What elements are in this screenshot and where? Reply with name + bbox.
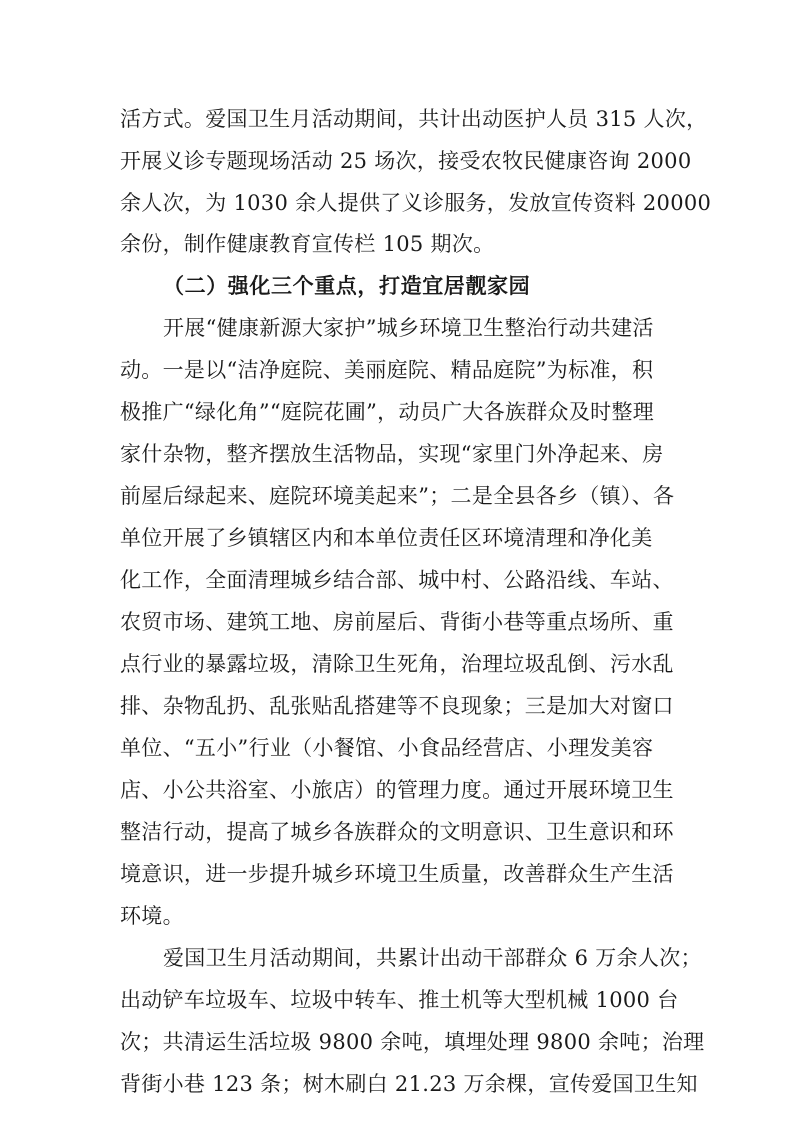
- text-line: 环境。: [120, 904, 184, 928]
- text-line: 化工作，全面清理城乡结合部、城中村、公路沿线、车站、: [120, 568, 674, 592]
- paragraph-first-line: 爱国卫生月活动期间，共累计出动干部群众 6 万余人次；: [163, 946, 702, 970]
- text-line: 家什杂物，整齐摆放生活物品，实现“家里门外净起来、房: [120, 442, 664, 466]
- text-line: 余份，制作健康教育宣传栏 105 期次。: [120, 232, 495, 256]
- text-line: 农贸市场、建筑工地、房前屋后、背街小巷等重点场所、重: [120, 610, 674, 634]
- text-line: 活方式。爱国卫生月活动期间，共计出动医护人员 315 人次，: [120, 107, 708, 131]
- text-line: 前屋后绿起来、庭院环境美起来”；二是全县各乡（镇）、各: [120, 484, 675, 508]
- text-line: 境意识，进一步提升城乡环境卫生质量，改善群众生产生活: [120, 862, 674, 886]
- text-line: 排、杂物乱扔、乱张贴乱搭建等不良现象；三是加大对窗口: [120, 694, 674, 718]
- text-line: 极推广“绿化角”“庭院花圃”，动员广大各族群众及时整理: [120, 400, 655, 424]
- text-line: 动。一是以“洁净庭院、美丽庭院、精品庭院”为标准，积: [120, 358, 654, 382]
- text-line: 余人次，为 1030 余人提供了义诊服务，发放宣传资料 20000: [120, 191, 712, 215]
- text-line: 出动铲车垃圾车、垃圾中转车、推土机等大型机械 1000 台: [120, 988, 679, 1012]
- text-line: 店、小公共浴室、小旅店）的管理力度。通过开展环境卫生: [120, 778, 674, 802]
- text-line: 开展义诊专题现场活动 25 场次，接受农牧民健康咨询 2000: [120, 149, 692, 173]
- section-heading: （二）强化三个重点，打造宜居靓家园: [163, 273, 531, 298]
- text-line: 整洁行动，提高了城乡各族群众的文明意识、卫生意识和环: [120, 820, 674, 844]
- text-line: 次；共清运生活垃圾 9800 余吨，填埋处理 9800 余吨；治理: [120, 1030, 705, 1054]
- text-line: 单位开展了乡镇辖区内和本单位责任区环境清理和净化美: [120, 526, 653, 550]
- text-line: 背街小巷 123 条；树木刷白 21.23 万余棵，宣传爱国卫生知: [120, 1072, 698, 1096]
- text-line: 单位、“五小”行业（小餐馆、小食品经营店、小理发美容: [120, 736, 654, 760]
- paragraph-first-line: 开展“健康新源大家护”城乡环境卫生整治行动共建活: [163, 316, 654, 340]
- text-line: 点行业的暴露垃圾，清除卫生死角，治理垃圾乱倒、污水乱: [120, 652, 674, 676]
